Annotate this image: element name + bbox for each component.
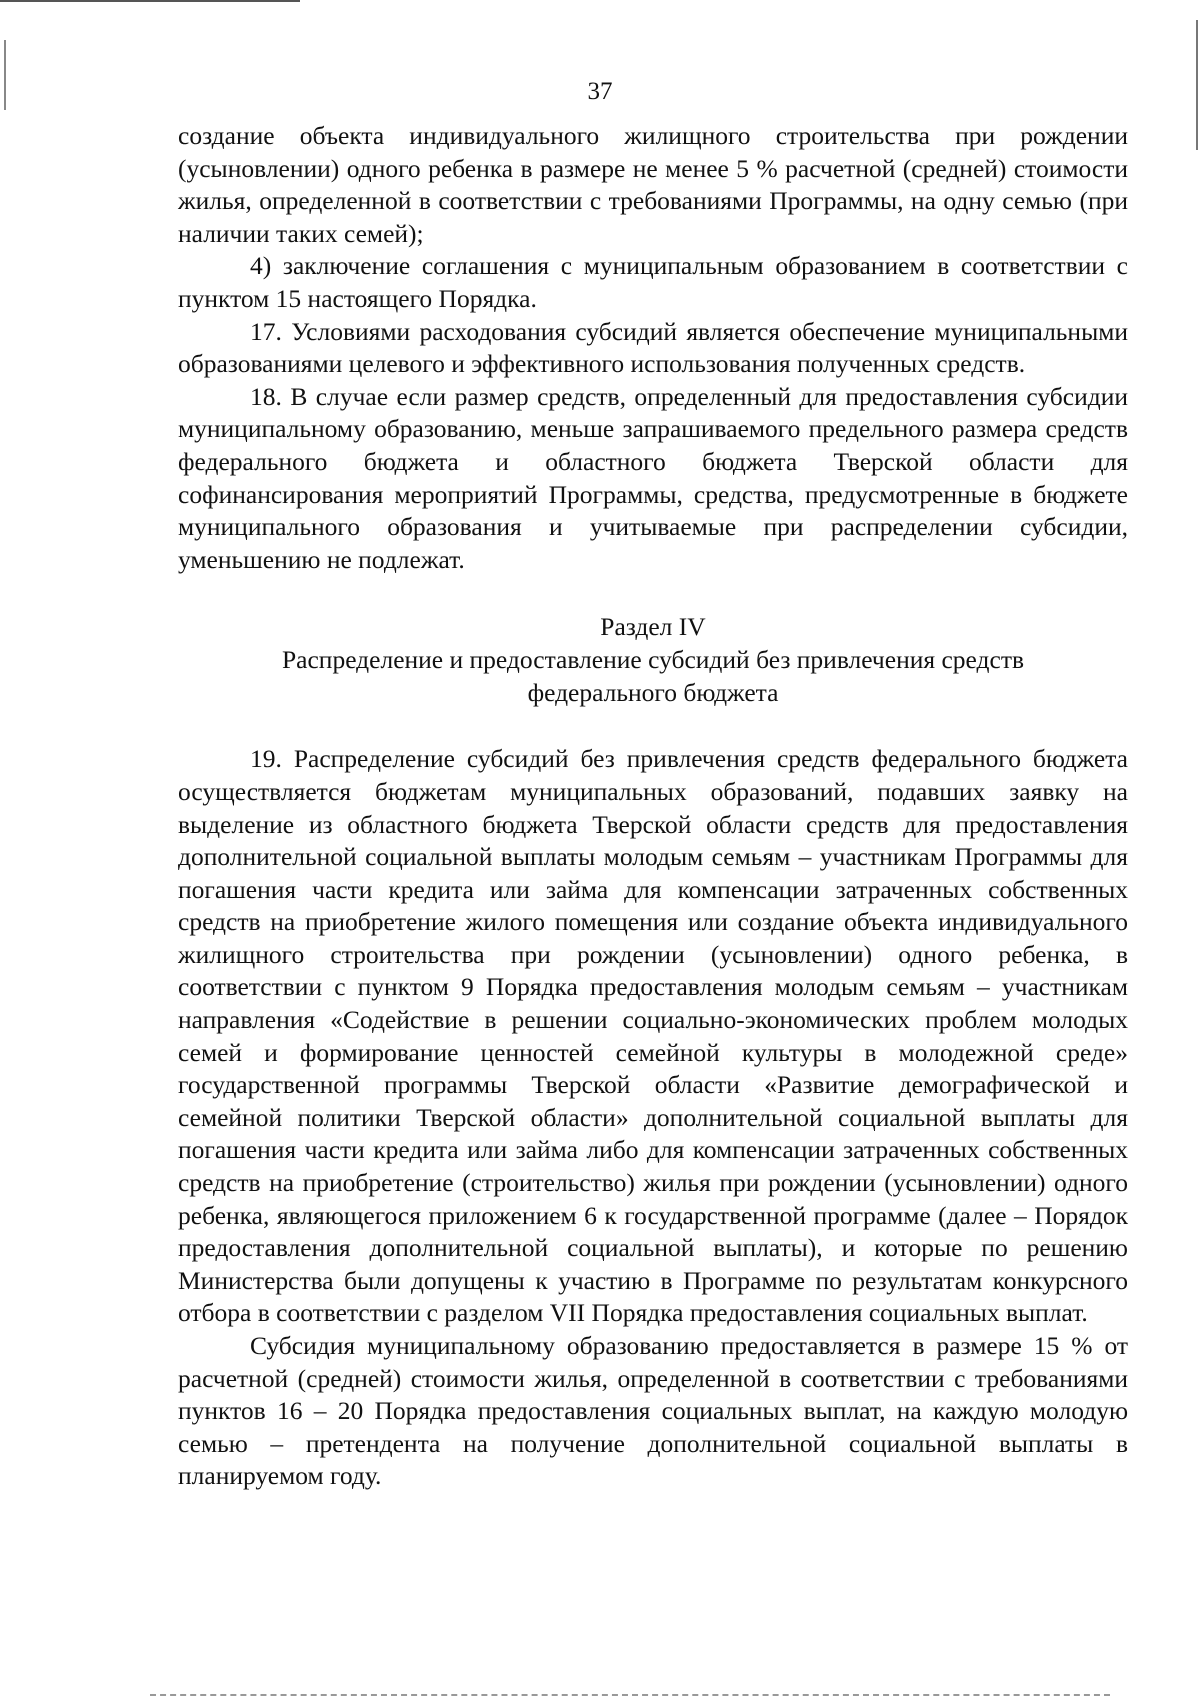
paragraph-clause-18: 18. В случае если размер средств, определенный для предоставления субсидии муниципальному образованию, меньше запрашиваемого предельного размера средств федерального бюджета и областного бюджета Тверской области для софинансирования мероприятий Программы, средства, предусмотренные в бюджете муниципального образования и учитываемые при распределении субсидии, уменьшению не подлежат. — [178, 381, 1128, 574]
section-heading — [178, 610, 1128, 709]
paragraph-continuation: создание объекта индивидуального жилищного строительства при рождении (усыновлении) одного ребенка в размере не менее 5 % расчетной (средней) стоимости жилья, определенной в соответствии с требованиями Программы, на одну семью (при наличии таких семей); — [178, 121, 1128, 248]
scan-artifact-top — [0, 0, 300, 2]
scan-artifact-bottom — [150, 1694, 1110, 1698]
section-title: Раздел IV — [600, 612, 706, 642]
section-subtitle: Распределение и предоставление субсидий без привлечения средств федерального бюджета — [281, 645, 1024, 708]
document-body — [178, 120, 1128, 1493]
section-spacer — [178, 709, 1128, 743]
page-number: 37 — [587, 78, 613, 105]
paragraph-clause-17: 17. Условиями расходования субсидий является обеспечение муниципальными образованиями целевого и эффективного использования полученных средств. — [178, 316, 1128, 379]
paragraph-item-4: 4) заключение соглашения с муниципальным образованием в соответствии с пунктом 15 настоящего Порядка. — [178, 251, 1128, 313]
paragraph-clause-19: 19. Распределение субсидий без привлечения средств федерального бюджета осуществляется бюджетам муниципальных образований, подавших заявку на выделение из областного бюджета Тверской области средств для предоставления дополнительной социальной выплаты молодым семьям – участникам Программы для погашения части кредита или займа для компенсации затраченных собственных средств на приобретение жилого помещения или создание объекта индивидуального жилищного строительства при рождении (усыновлении) одного ребенка, в соответствии с пунктом 9 Порядка предоставления молодым семьям – участникам направления «Содействие в решении социально-экономических проблем молодых семей и формирование ценностей семейной культуры в молодежной среде» государственной программы Тверской области «Развитие демографической и семейной политики Тверской области» дополнительной социальной выплаты для погашения части кредита или займа либо для компенсации затраченных собственных средств на приобретение (строительство) жилья при рождении (усыновлении) одного ребенка, являющегося приложением 6 к государственной программе (далее – Порядок предоставления дополнительной социальной выплаты), и которые по решению Министерства были допущены к участию в Программе по результатам конкурсного отбора в соответствии с разделом VII Порядка предоставления социальных выплат. — [178, 744, 1128, 1328]
paragraph-subsidy-size: Субсидия муниципальному образованию предоставляется в размере 15 % от расчетной (средней) стоимости жилья, определенной в соответствии с требованиями пунктов 16 – 20 Порядка предоставления социальных выплат, на каждую молодую семью – претендента на получение дополнительной социальной выплаты в планируемом году. — [178, 1331, 1128, 1491]
